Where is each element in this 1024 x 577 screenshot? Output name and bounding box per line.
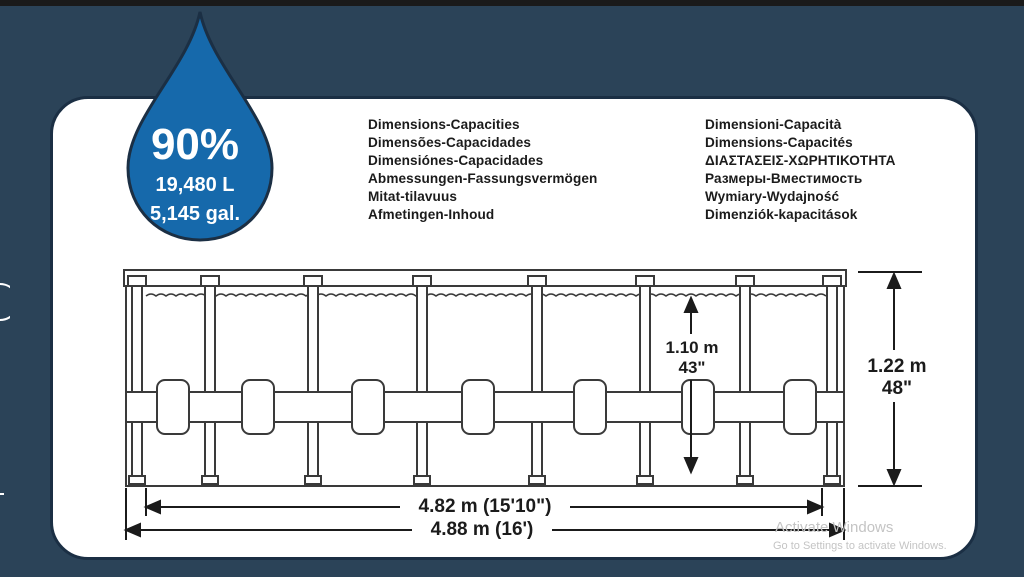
leg-foot — [202, 476, 218, 484]
leg-cap — [823, 276, 841, 286]
heading-fr: Dimensions-Capacités — [705, 135, 853, 150]
heading-nl: Afmetingen-Inhoud — [368, 207, 495, 222]
wall-height-m: 1.22 m — [867, 356, 927, 377]
heading-en: Dimensions-Capacities — [368, 117, 520, 132]
belt-connector — [462, 380, 494, 434]
pool-frame — [124, 270, 846, 486]
support-leg — [417, 286, 427, 484]
support-leg — [532, 286, 542, 484]
leg-cap — [528, 276, 546, 286]
water-depth-m: 1.10 m — [665, 338, 719, 357]
leg-foot — [824, 476, 840, 484]
heading-hu: Dimenziók-kapacitások — [705, 207, 858, 222]
heading-pl: Wymiary-Wydajność — [705, 189, 840, 204]
belt-connector — [682, 380, 714, 434]
drop-percent: 90% — [150, 120, 240, 169]
heading-es: Dimensiónes-Capacidades — [368, 153, 544, 168]
belt-connector — [242, 380, 274, 434]
drop-liters: 19,480 L — [155, 174, 235, 196]
leg-foot — [637, 476, 653, 484]
water-depth-in: 43" — [678, 358, 706, 377]
support-leg — [640, 286, 650, 484]
heading-pt: Dimensões-Capacidades — [368, 135, 532, 150]
belt-connector — [784, 380, 816, 434]
support-leg — [308, 286, 318, 484]
watermark-subtitle: Go to Settings to activate Windows. — [773, 540, 947, 552]
belt-connector — [157, 380, 189, 434]
leg-cap — [304, 276, 322, 286]
leg-cap — [413, 276, 431, 286]
leg-cap — [201, 276, 219, 286]
support-leg — [740, 286, 750, 484]
heading-de: Abmessungen-Fassungsvermögen — [368, 171, 598, 186]
heading-fi: Mitat-tilavuus — [368, 189, 458, 204]
outer-diameter: 4.88 m (16') — [430, 519, 534, 540]
leg-foot — [305, 476, 321, 484]
leg-foot — [529, 476, 545, 484]
heading-it: Dimensioni-Capacità — [705, 117, 842, 132]
leg-cap — [636, 276, 654, 286]
wall-height-in: 48" — [881, 378, 913, 399]
support-leg — [205, 286, 215, 484]
inner-diameter: 4.82 m (15'10") — [418, 496, 552, 517]
drop-gallons: 5,145 gal. — [149, 203, 241, 225]
heading-ru: Размеры-Вместимость — [705, 171, 863, 186]
belt-connector — [574, 380, 606, 434]
support-leg — [132, 286, 142, 484]
leg-foot — [129, 476, 145, 484]
leg-cap — [128, 276, 146, 286]
leg-foot — [737, 476, 753, 484]
support-leg — [827, 286, 837, 484]
leg-foot — [414, 476, 430, 484]
heading-el: ΔΙΑΣΤΑΣΕΙΣ-ΧΩΡΗΤΙΚΟΤΗΤΑ — [705, 153, 896, 168]
watermark-title: Activate Windows — [775, 519, 894, 536]
belt-connector — [352, 380, 384, 434]
leg-cap — [736, 276, 754, 286]
